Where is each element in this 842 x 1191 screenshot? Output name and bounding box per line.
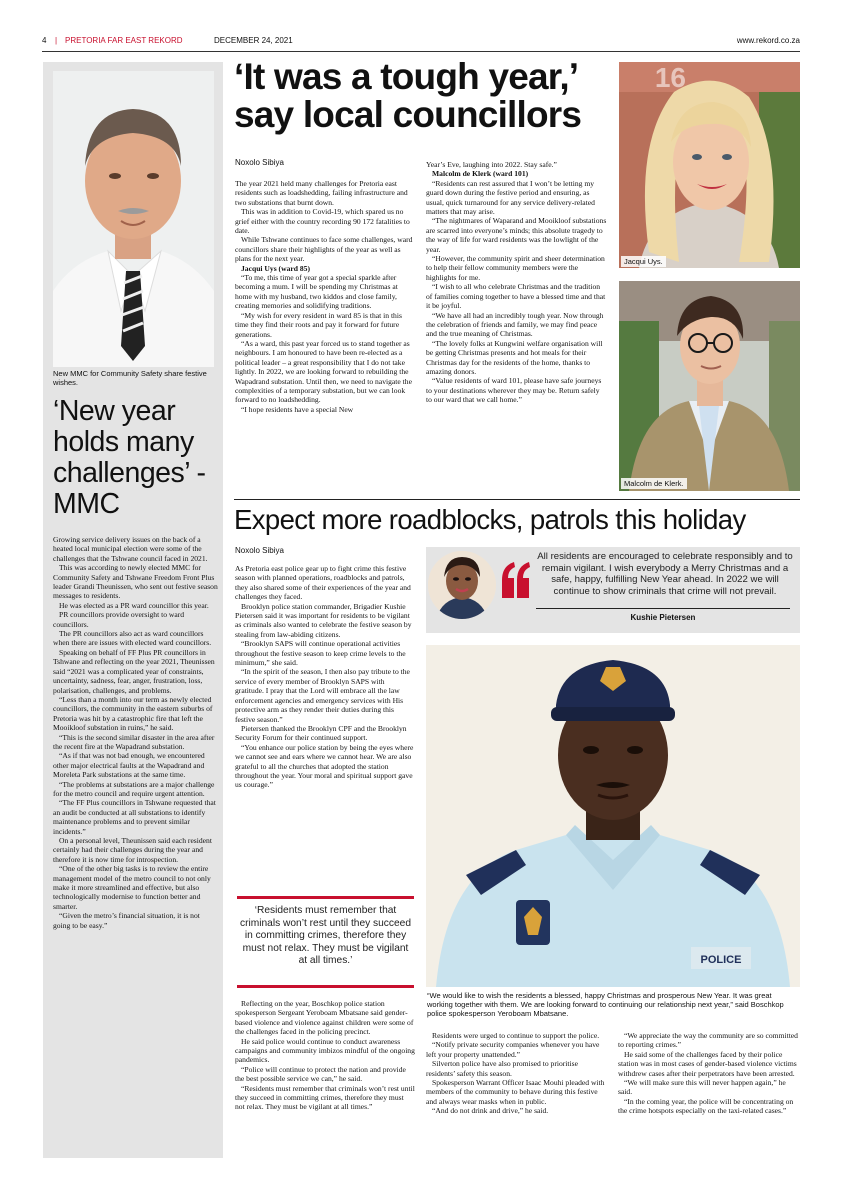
top-col2-para: “The lovely folks at Kungwini welfare organisation will be getting Christmas presents and hot meals for their Christmas day for the residents of the home, thanks to amazing donors. bbox=[426, 338, 603, 376]
page-header bbox=[42, 36, 800, 48]
councillor-photo bbox=[53, 71, 214, 367]
bottom-col1-para: “You enhance our police station by being the eyes where we cannot see and ears where we cannot hear. We are also grateful to all the churches that adopted the station throughout the year. Your moral and spiritual support gave us courage.” bbox=[235, 742, 414, 790]
bottom-col2-para: “And do not drink and drive,” he said. bbox=[432, 1106, 549, 1116]
sidebar-paragraph: “The problems at substations are a major challenge for the metro council and require urgent attention. bbox=[53, 779, 215, 798]
jacqui-uys-portrait-drawing bbox=[619, 62, 800, 268]
bottom-col1-para: Pietersen thanked the Brooklyn CPF and the Brooklyn Security Forum for their continued support. bbox=[235, 723, 407, 743]
sidebar-paragraph: Growing service delivery issues on the back of a heated local municipal election were some of the challenges that the Tshwane council faced in 2021. bbox=[53, 535, 208, 563]
quote-attribution: Kushie Pietersen bbox=[630, 613, 696, 622]
sidebar-paragraph: “One of the other big tasks is to review the entire management model of the metro council to not only make it more streamlined and effective, but also technologically modernise to function better and smarter. bbox=[53, 864, 211, 911]
sidebar-paragraph: “This is the second similar disaster in the area after the recent fire at the Wapadrand substation. bbox=[53, 732, 215, 751]
quote-attribution-rule bbox=[536, 608, 790, 609]
bottom-col1b-para: Reflecting on the year, Boschkop police station spokesperson Sergeant Yeroboam Mbatsane said gender-based violence and violence against children were some of the challenges faced in the policing precinct. bbox=[235, 999, 414, 1037]
top-col2-para: “However, the community spirit and sheer determination to help their fellow community members were the highlights for me. bbox=[426, 254, 605, 282]
bottom-col1-para: As Pretoria east police gear up to fight crime this festive season with planned operations, roadblocks and patrols, they also shared some of their experiences of the year and challenges they faced. bbox=[235, 564, 411, 602]
sidebar-paragraph: “As if that was not bad enough, we encountered other major electrical faults at the Wapadrand and Moreleta Park substations at the same time. bbox=[53, 751, 205, 780]
police-photo-caption: “We would like to wish the residents a blessed, happy Christmas and prosperous New Year. It was great working together with them. We are looking forward to continuing our relationship next year,” said Boschkop police spokesperson Yeroboam Mbatsane. bbox=[427, 991, 784, 1018]
top-story-headline: ‘It was a tough year,’ say local councillors bbox=[234, 56, 582, 135]
pullquote-bottom-rule bbox=[237, 985, 414, 988]
header-rule bbox=[42, 51, 800, 52]
kushie-pietersen-avatar-drawing bbox=[428, 551, 496, 619]
sidebar-paragraph: PR councillors provide oversight to ward councillors. bbox=[53, 610, 185, 629]
bottom-story-column-2 bbox=[426, 1031, 606, 1116]
bottom-col2-para: Spokesperson Warrant Officer Isaac Mouhi pleaded with members of the community to behave during this festive and always wear masks when in public. bbox=[426, 1078, 605, 1106]
quote-mark-icon-drawing bbox=[500, 562, 532, 600]
bottom-col1-para: “Brooklyn SAPS will continue operational activities throughout the festive season to keep crime levels to the minimum,” she said. bbox=[235, 639, 406, 668]
bottom-col1-para: Brooklyn police station commander, Brigadier Kushie Pietersen said it was important for residents to be vigilant as criminals also wanted to celebrate the festive season by stealing from law-abiding citizens. bbox=[235, 601, 412, 639]
top-col2-para: “Residents can rest assured that I won’t be letting my guard down during the festive period and ensuring, as usual, quick turnaround for any service delivery-related matters that may arise. bbox=[426, 178, 595, 217]
section-divider bbox=[234, 499, 800, 500]
top-col2-para: “Value residents of ward 101, please have safe journeys to your destinations wherever they may be. Return safely to our ward that we call home.” bbox=[426, 376, 602, 405]
bottom-story-headline: Expect more roadblocks, patrols this holiday bbox=[234, 504, 746, 535]
top-col2-para: “We have all had an incredibly tough year. Now through the celebration of friends and family, we may find peace and the true meaning of Christmas. bbox=[426, 310, 604, 339]
publication-name: PRETORIA FAR EAST REKORD bbox=[65, 36, 183, 45]
sidebar-paragraph: On a personal level, Theunissen said each resident certainly had their challenges during the year and therefore it is now time for introspection. bbox=[53, 836, 212, 864]
jacqui-uys-caption: Jacqui Uys. bbox=[621, 256, 666, 267]
bottom-col3-para: “We appreciate the way the community are so committed to reporting crimes.” bbox=[618, 1031, 798, 1050]
top-story-byline: Noxolo Sibiya bbox=[235, 158, 284, 167]
avatar bbox=[428, 551, 496, 619]
bottom-story-column-1 bbox=[235, 564, 415, 790]
pullquote-top-rule bbox=[237, 896, 414, 899]
bottom-story-column-3 bbox=[618, 1031, 800, 1116]
bottom-col1b-para: “Residents must remember that criminals won’t rest until they succeed in committing crimes, therefore they must not relax. They must be vigilant at all times.” bbox=[235, 1083, 415, 1112]
quote-mark-icon bbox=[500, 562, 532, 600]
sidebar-paragraph: “Given the metro’s financial situation, it is not going to be easy.” bbox=[53, 911, 200, 930]
malcolm-de-klerk-caption: Malcolm de Klerk. bbox=[621, 478, 687, 489]
sidebar-paragraph: “Less than a month into our term as newly elected councillors, the community in the eastern suburbs of Pretoria was hit by a catastrophic fire that left the Mooikloof substation in ruins,” he said. bbox=[53, 694, 213, 733]
website-link[interactable]: www.rekord.co.za bbox=[736, 36, 800, 45]
top-col1-para: This was in addition to Covid-19, which spared us no grief either with the country recording 90 172 fatalities to date. bbox=[235, 207, 410, 236]
top-col1-subhead: Jacqui Uys (ward 85) bbox=[241, 263, 310, 273]
sidebar-paragraph: The PR councillors also act as ward councillors when there are issues with elected ward councillors. bbox=[53, 629, 212, 648]
top-col1-para: “To me, this time of year got a special sparkle after becoming a mum. I will be spending my Christmas at home with my husband, two kiddos and close family, creating memories and solidifying traditions. bbox=[235, 273, 398, 311]
police-spokesperson-photo bbox=[426, 645, 800, 987]
bottom-col1-para: “In the spirit of the season, I then also pay tribute to the service of every member of Brooklyn SAPS with gratitude. I pray that the Lord will embrace all the law enforcement agencies and emergency services with His protective arm as they render their duties during this festive season.” bbox=[235, 667, 410, 724]
bottom-story-column-1b bbox=[235, 999, 415, 1112]
uniform-badge-text: POLICE bbox=[700, 954, 742, 966]
bottom-col3-para: “We will make sure this will never happen again,” he said. bbox=[618, 1078, 786, 1097]
police-spokesperson-drawing bbox=[426, 645, 800, 987]
issue-date: DECEMBER 24, 2021 bbox=[214, 36, 293, 45]
bottom-col1b-para: He said police would continue to conduct awareness campaigns and community imbizos mindful of the ongoing pandemics. bbox=[235, 1036, 415, 1065]
sidebar-body bbox=[53, 535, 218, 930]
sidebar-headline: ‘New year holds many challenges’ - MMC bbox=[53, 395, 206, 520]
top-col2-para: Year’s Eve, laughing into 2022. Stay safe.” bbox=[426, 160, 557, 169]
top-col1-para: “My wish for every resident in ward 85 is that in this time they find their roots and pay it forward for future generations. bbox=[235, 310, 402, 339]
malcolm-de-klerk-photo bbox=[619, 281, 800, 491]
top-col1-para: While Tshwane continues to face some challenges, ward councillors share their highlights of the year as well as plans for the next year. bbox=[235, 235, 413, 264]
sidebar-photo-caption: New MMC for Community Safety share festive wishes. bbox=[53, 369, 207, 387]
photo-badge: 16 bbox=[654, 62, 686, 93]
header-divider: | bbox=[55, 36, 58, 45]
sidebar-paragraph: Speaking on behalf of FF Plus PR councillors in Tshwane and reflecting on the year 2021, Theunissen said “2021 was a complicated year of constraints, uncertainty, sadness, fear, anger, frustration, loss, polarisation, challenges, and problems. bbox=[53, 647, 215, 695]
top-story-column-1 bbox=[235, 179, 415, 414]
sidebar-paragraph: He was elected as a PR ward councillor this year. bbox=[59, 600, 209, 610]
bottom-col1b-para: “Police will continue to protect the nation and provide the best possible service we can,” he said. bbox=[235, 1064, 406, 1084]
malcolm-de-klerk-portrait-drawing bbox=[619, 281, 800, 491]
bottom-story-byline: Noxolo Sibiya bbox=[235, 546, 284, 555]
top-col1-para: “As a ward, this past year forced us to stand together as neighbours. I am honoured to have been re-elected as a political leader – a great responsibility that I do not take lightly. In 2022, we are looking forward to rebuilding the Wapadrand substation. Until then, we need to navigate the complexities of a temporary substation, but we can look forward to no loadshedding. bbox=[235, 338, 412, 405]
sidebar-paragraph: “The FF Plus councillors in Tshwane requested that an audit be conducted at all substations to identify maintenance problems and to prevent similar incidents.” bbox=[53, 798, 216, 836]
top-col2-para: “I wish to all who celebrate Christmas and the tradition of families coming together to have a blessed time and that it be joyful. bbox=[426, 282, 606, 311]
councillor-portrait-drawing bbox=[53, 71, 214, 367]
top-story-column-2 bbox=[426, 160, 607, 405]
bottom-col3-para: He said some of the challenges faced by their police station was in most cases of gender-based violence victims withdrew cases after their perpetrators have been arrested. bbox=[618, 1049, 797, 1078]
top-col1-para: The year 2021 held many challenges for Pretoria east residents such as loadshedding, failing infrastructure and two substations that burnt down. bbox=[235, 179, 408, 207]
top-col2-subhead: Malcolm de Klerk (ward 101) bbox=[432, 169, 529, 179]
jacqui-uys-photo bbox=[619, 62, 800, 268]
quote-box-text: All residents are encouraged to celebrate responsibly and to remain vigilant. I wish everybody a Merry Christmas and a safe, happy, fulfilling New Year ahead. In 2022 we will continue to show criminals that crime will not prevail. bbox=[537, 551, 793, 598]
bottom-col2-para: Residents were urged to continue to support the police. bbox=[432, 1031, 600, 1040]
top-col2-para: “The nightmares of Waparand and Mooikloof substations are scarred into everyone’s minds; this absolute tragedy to the way of life for ward residents was the lowlight of the year. bbox=[426, 216, 607, 254]
page-number: 4 bbox=[42, 36, 47, 45]
sidebar-paragraph: This was according to newly elected MMC for Community Safety and Tshwane Freedom Front Plus leader Grandi Theunissen, who sent out festive season messages to residents. bbox=[53, 563, 218, 601]
bottom-col2-para: “Notify private security companies whenever you have left your property unattended.” bbox=[426, 1040, 600, 1059]
bottom-col2-para: Silverton police have also promised to prioritise residents’ safety this season. bbox=[426, 1059, 578, 1078]
bottom-col3-para: “In the coming year, the police will be concentrating on the crime hotspots especially on the taxi-related cases.” bbox=[618, 1096, 794, 1116]
top-col1-para: “I hope residents have a special New bbox=[241, 404, 354, 414]
pullquote-text: ‘Residents must remember that criminals won’t rest until they succeed in committing crimes, therefore they must not relax. They must be vigilant at all times.’ bbox=[240, 905, 411, 967]
